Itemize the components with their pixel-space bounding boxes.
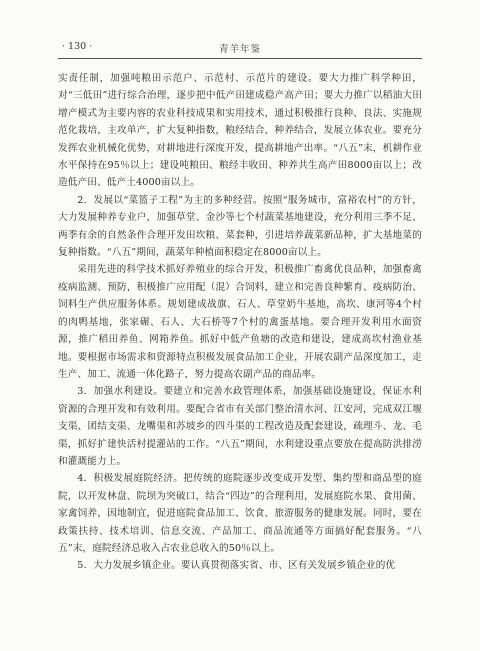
running-title: 青羊年鉴 <box>218 44 261 55</box>
header-divider <box>58 58 422 59</box>
page-number: · 130 · <box>62 41 93 52</box>
page-header <box>58 41 422 57</box>
paragraph-continued: 实责任制，加强吨粮田示范户、示范村、示范片的建设。要大力推广科学种田，对“三低田”进行综合治理，逐步把中低产田建成稳产高产田；要大力推广以稻油大田增产模式为主要内容的农业科技成果和实用技术，通过积极推行良种、良法、实施规范化栽培，主攻单产，扩大复种指数，粮经结合，种养结合，发展立体农业。要充分发挥农业机械化优势，对耕地进行深度开发，提高耕地产出率。“八五”末，机耕作业水平保持在95％以上；建设吨粮田、粮经丰收田、种养共生高产田8000亩以上；改造低产田、低产土4000亩以上。 <box>58 73 422 189</box>
paragraph-water-conservancy: 3．加强水利建设。要建立和完善水政管理体系，加强基础设施建设，保证水利资源的合理开发和有效利用。要配合省市有关部门整治清水河、江安河，完成双江堰支渠、团结支渠、龙嘴渠和苏坡乡的四斗渠的工程改造及配套建设，疏理斗、龙、毛渠，抓好扩建快活村提灌站的工作。“八五”期间，水利建设重点要放在提高防洪排涝和灌溉能力上。 <box>58 386 422 467</box>
paragraph-vegetable-basket: 2．发展以“菜篮子工程”为主的多种经营。按照“服务城市，富裕农村”的方针，大力发展种养专业户，加强草堂、金沙等七个村蔬菜基地建设，充分利用三季不足、两季有余的自然条件合理开发田坎粮、菜套种，引进培养蔬菜新品种，扩大基地菜的复种指数。“八五”期间，蔬菜年种植面积稳定在8000亩以上。 <box>58 194 422 259</box>
paragraph-township-enterprises: 5．大力发展乡镇企业。要认真贯彻落实省、市、区有关发展乡镇企业的优 <box>77 560 396 572</box>
page-body <box>58 70 422 575</box>
paragraph-aquaculture: 采用先进的科学技术抓好养殖业的综合开发，积极推广畜禽优良品种，加强畜禽疫病监测、预防，积极推广应用配（混）合饲料，建立和完善良种繁育、疫病防治、饲料生产供应服务体系。规划建成战旗、石人、草堂奶牛基地，高坎、康河等4个村的肉鸭基地，张家碾、石人、大石桥等7个村的禽蛋基地。要合理开发利用水面资源，推广稻田养鱼、网箱养鱼。抓好中低产鱼塘的改造和建设，建成高坎村渔业基地。要根据市场需求和资源特点积极发展食品加工企业，开展农副产品深度加工，走生产、加工、流通一体化路子，努力提高农副产品的商品率。 <box>58 264 422 380</box>
paragraph-courtyard-economy: 4．积极发展庭院经济。把传统的庭院逐步改变成开发型、集约型和商品型的庭院，以开发林盘、院坝为突破口，结合“四边”的合理利用，发展庭院水果、食用菌、家禽饲养，因地制宜，促进庭院食品加工、饮食、旅游服务的健康发展。同时，要在政策扶持、技术培训、信息交流、产品加工、商品流通等方面搞好配套服务。“八五”末，庭院经济总收入占农业总收入的50％以上。 <box>58 473 422 554</box>
